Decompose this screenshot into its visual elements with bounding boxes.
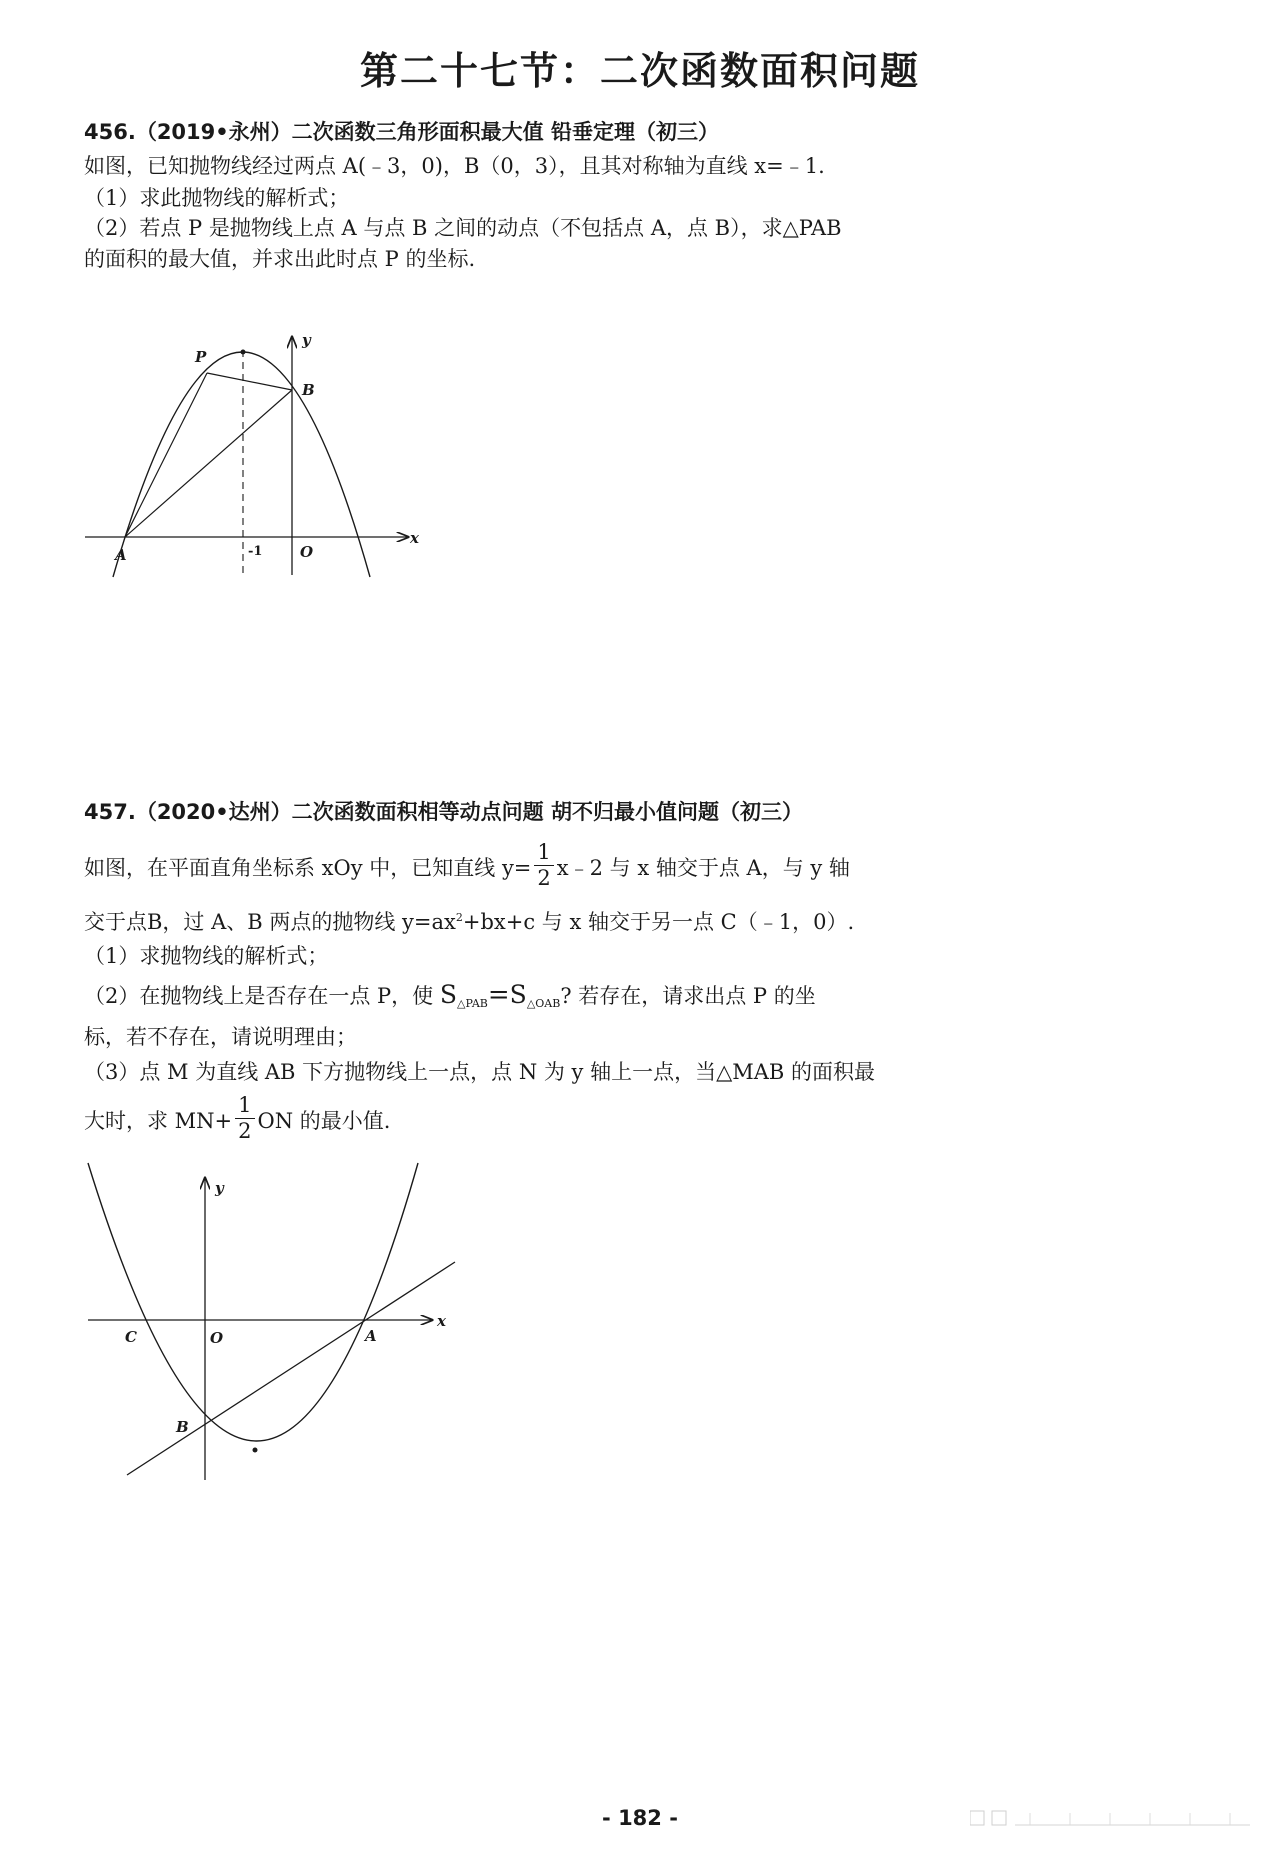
problem-456-line-4: 的面积的最大值，并求出此时点 P 的坐标. — [84, 247, 476, 271]
scan-edge-marks — [970, 1808, 1250, 1828]
label-a: A — [365, 1327, 377, 1345]
problem-457-line-6: （3）点 M 为直线 AB 下方抛物线上一点，点 N 为 y 轴上一点，当△MAB 的面积最 — [84, 1060, 876, 1084]
problem-457-line-7 — [84, 1095, 390, 1142]
label-a: A — [115, 546, 127, 564]
vertex-point — [253, 1448, 258, 1453]
equals-sign: = — [487, 980, 510, 1010]
label-x: x — [410, 529, 419, 547]
fraction-numerator: 1 — [534, 842, 553, 866]
problem-457-figure — [75, 1160, 475, 1490]
problem-456-line-1: 如图，已知抛物线经过两点 A(﹣3，0)，B（0，3），且其对称轴为直线 x=﹣1. — [84, 154, 825, 178]
label-o: O — [300, 543, 314, 561]
fraction-one-half — [534, 842, 553, 889]
problem-456-heading: 456.（2019•永州）二次函数三角形面积最大值 铅垂定理（初三） — [84, 120, 719, 144]
area-symbol-1: S — [439, 980, 457, 1009]
label-c: C — [125, 1328, 137, 1346]
area-symbol-2: S — [509, 980, 527, 1009]
fraction-denominator: 2 — [238, 1119, 252, 1143]
problem-457-line-1-text-a: 如图，在平面直角坐标系 xOy 中，已知直线 y= — [84, 856, 532, 880]
problem-457-line-4-text-a: （2）在抛物线上是否存在一点 P，使 — [84, 984, 440, 1008]
segment-ab — [125, 390, 292, 537]
problem-457-line-7-text-a: 大时，求 MN+ — [84, 1109, 233, 1133]
problem-457-line-3: （1）求抛物线的解析式； — [84, 944, 329, 968]
label-x: x — [437, 1312, 446, 1330]
problem-457-heading: 457.（2020•达州）二次函数面积相等动点问题 胡不归最小值问题（初三） — [84, 800, 803, 824]
label-o: O — [210, 1329, 224, 1347]
problem-457-line-2-text-b: +bx+c 与 x 轴交于另一点 C（﹣1，0）. — [462, 910, 855, 934]
segment-pb — [207, 373, 292, 390]
problem-457-line-2-text-a: 交于点B，过 A、B 两点的抛物线 y=ax — [84, 910, 456, 934]
area-subscript-pab: △PAB — [456, 997, 488, 1010]
fraction-numerator: 1 — [235, 1095, 254, 1119]
problem-456-figure — [75, 275, 435, 590]
segment-pa — [125, 373, 207, 537]
label-y: y — [215, 1179, 224, 1197]
fraction-one-half-2 — [235, 1095, 254, 1142]
problem-457-line-2 — [84, 906, 854, 936]
vertex-point — [241, 350, 246, 355]
label-b: B — [176, 1418, 189, 1436]
label-y: y — [302, 331, 311, 349]
problem-457-line-5: 标，若不存在，请说明理由； — [84, 1025, 357, 1049]
label-p: P — [195, 348, 207, 366]
problem-457-line-1-text-b: x﹣2 与 x 轴交于点 A，与 y 轴 — [556, 856, 850, 880]
problem-456-line-3: （2）若点 P 是抛物线上点 A 与点 B 之间的动点（不包括点 A，点 B），求△PAB — [84, 216, 842, 240]
problem-457-line-1 — [84, 842, 850, 889]
label-b: B — [302, 381, 315, 399]
parabola — [113, 352, 370, 577]
page-number: - 182 - — [602, 1806, 678, 1830]
parabola — [88, 1163, 418, 1441]
area-subscript-oab: △OAB — [526, 997, 561, 1010]
problem-457-line-4 — [84, 980, 816, 1010]
exponent-two: 2 — [455, 911, 463, 924]
label-neg1: -1 — [248, 544, 263, 559]
problem-457-line-7-text-b: ON 的最小值. — [257, 1109, 391, 1133]
fraction-denominator: 2 — [537, 866, 551, 890]
problem-457-line-4-text-b: ? 若存在，请求出点 P 的坐 — [560, 984, 816, 1008]
problem-456-line-2: （1）求此抛物线的解析式； — [84, 186, 350, 210]
line-ab — [127, 1262, 455, 1475]
page-title: 第二十七节：二次函数面积问题 — [359, 49, 920, 93]
